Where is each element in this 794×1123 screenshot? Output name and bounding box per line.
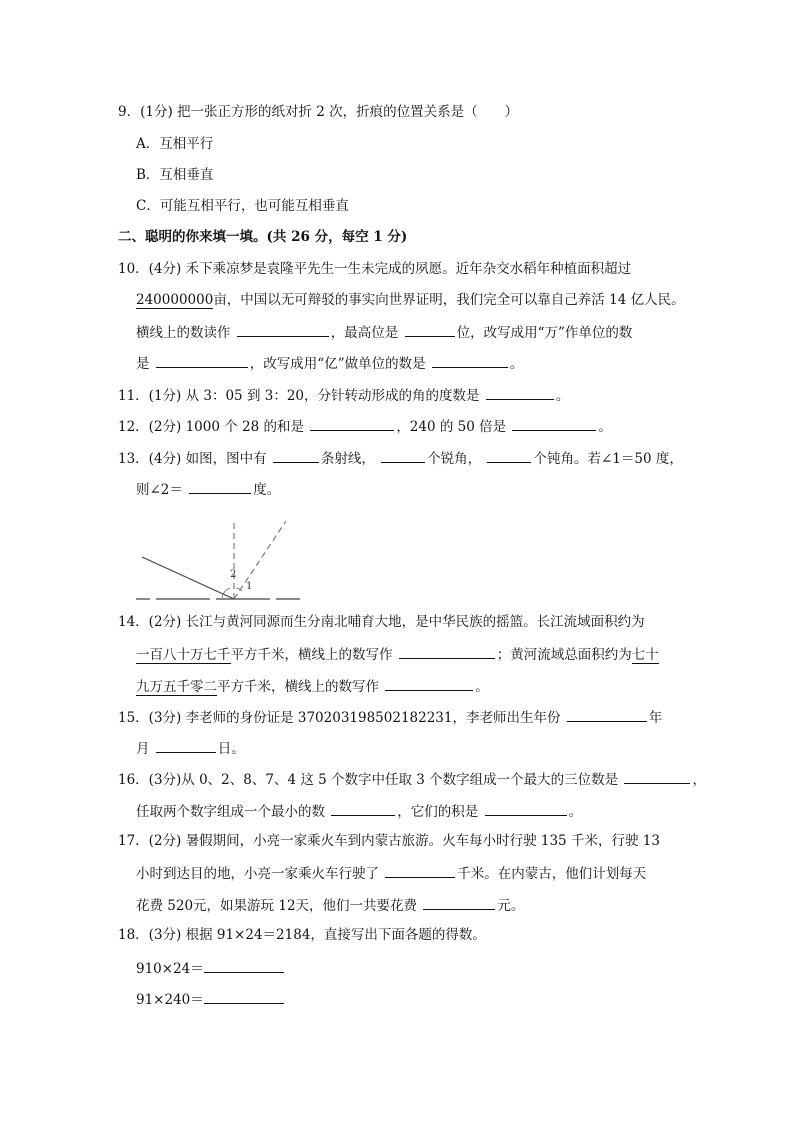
q14-blank-2[interactable] xyxy=(385,676,473,691)
q11: 11．(1分) 从 3：05 到 3：20，分针转动形成的角的度数是 。 xyxy=(118,385,569,405)
q14-line2: 一百八十万七千平方千米，横线上的数写作 ；黄河流域总面积约为七十 xyxy=(136,644,659,664)
q17-line1: 17．(2分) 暑假期间，小亮一家乘火车到内蒙古旅游。火车每小时行驶 135 千米，行驶 13 xyxy=(118,833,660,849)
q9-option-a: A．互相平行 xyxy=(136,136,214,152)
q10-line2: 240000000亩，中国以无可辩驳的事实向世界证明，我们完全可以靠自己养活 14 亿人民。 xyxy=(136,292,685,308)
q14-underlined-text-1: 一百八十万七千 xyxy=(136,647,231,663)
q13-blank-angle2[interactable] xyxy=(189,479,251,494)
q17-line3: 花费 520元，如果游玩 12天，他们一共要花费 元。 xyxy=(136,895,524,915)
section-heading: 二、聪明的你来填一填。(共 26 分，每空 1 分) xyxy=(118,229,408,245)
oblique-dashed-ray xyxy=(234,521,286,599)
q10-blank-wan[interactable] xyxy=(156,353,248,368)
q11-blank[interactable] xyxy=(486,385,554,400)
q15-line2: 月 日。 xyxy=(136,738,245,758)
q16-blank-product[interactable] xyxy=(485,801,567,816)
q17-blank-cost[interactable] xyxy=(423,895,495,910)
q13-blank-acute[interactable] xyxy=(381,448,425,463)
q18-blank-2[interactable] xyxy=(204,989,284,1004)
q9-option-c: C．可能互相平行，也可能互相垂直 xyxy=(136,198,349,214)
angle-2-label: 2 xyxy=(230,569,237,580)
q15-blank-month[interactable] xyxy=(156,738,216,753)
q13-blank-rays[interactable] xyxy=(273,448,319,463)
q9-stem: 9．(1分) 把一张正方形的纸对折 2 次，折痕的位置关系是（ ） xyxy=(118,104,519,120)
q10-blank-highest-place[interactable] xyxy=(405,322,455,337)
q13-line1: 13．(4分) 如图，图中有 条射线， 个锐角， 个钝角。若∠1＝50 度， xyxy=(118,448,683,468)
q13-blank-obtuse[interactable] xyxy=(487,448,531,463)
slanted-ray xyxy=(142,557,237,599)
q18-expr-1: 910×24＝ xyxy=(136,958,286,978)
q13-line2: 则∠2＝ 度。 xyxy=(136,479,280,499)
q16-line2: 任取两个数字组成一个最小的数 ，它们的积是 。 xyxy=(136,801,582,821)
q10-blank-yi[interactable] xyxy=(432,353,508,368)
q18-expr-2: 91×240＝ xyxy=(136,989,286,1009)
angle-1-label: 1 xyxy=(246,581,253,592)
q15-line1: 15．(3分) 李老师的身份证是 370203198502182231，李老师出生年份 年 xyxy=(118,707,662,727)
q14-underlined-text-2: 九万五千零二 xyxy=(136,679,217,695)
q16-line1: 16．(3分)从 0、2、8、7、4 这 5 个数字中任取 3 个数字组成一个最大的三位数是 ， xyxy=(118,769,706,789)
q10-line3: 横线上的数读作 ，最高位是 位，改写成用“万”作单位的数 xyxy=(136,322,632,342)
q10-underlined-number: 240000000 xyxy=(136,292,214,308)
q16-blank-largest[interactable] xyxy=(624,769,690,784)
q15-blank-year[interactable] xyxy=(567,707,647,722)
q12: 12．(2分) 1000 个 28 的和是 ，240 的 50 倍是 。 xyxy=(118,416,612,436)
q10-line1: 10．(4分) 禾下乘凉梦是袁隆平先生一生未完成的夙愿。近年杂交水稻年种植面积超过 xyxy=(118,261,632,277)
q12-blank-product[interactable] xyxy=(512,416,596,431)
q16-blank-smallest[interactable] xyxy=(331,801,395,816)
q17-blank-distance[interactable] xyxy=(385,863,455,878)
q18-stem: 18．(3分) 根据 91×24＝2184，直接写出下面各题的得数。 xyxy=(118,927,486,943)
q14-line1: 14．(2分) 长江与黄河同源而生分南北哺育大地，是中华民族的摇篮。长江流域面积约为 xyxy=(118,614,645,630)
q18-blank-1[interactable] xyxy=(204,958,284,973)
q14-line3: 九万五千零二平方千米，横线上的数写作 。 xyxy=(136,676,489,696)
q10-line4: 是 ，改写成用“亿”做单位的数是 。 xyxy=(136,353,523,373)
q10-blank-reading[interactable] xyxy=(237,322,329,337)
q13-angle-figure xyxy=(136,515,316,605)
q14-blank-1[interactable] xyxy=(399,644,495,659)
q12-blank-sum[interactable] xyxy=(310,416,394,431)
q9-option-b: B．互相垂直 xyxy=(136,167,214,183)
q17-line2: 小时到达目的地，小亮一家乘火车行驶了 千米。在内蒙古，他们计划每天 xyxy=(136,863,646,883)
